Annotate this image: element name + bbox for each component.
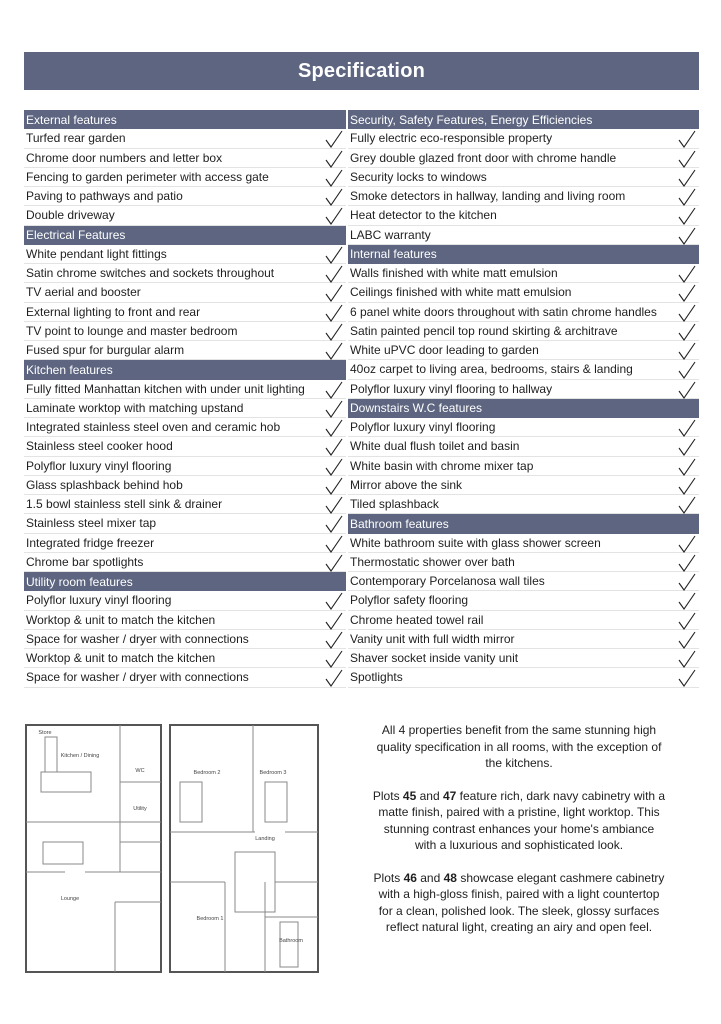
spec-item-label: Shaver socket inside vanity unit [350,651,519,666]
spec-item [348,495,699,514]
spec-item-label: Space for washer / dryer with connections [26,631,249,646]
checkmark-icon [324,437,344,457]
checkmark-icon [677,187,697,207]
checkmark-icon [324,303,344,323]
page-title: Specification [297,59,426,82]
spec-item [24,534,346,553]
checkmark-icon [677,668,697,688]
checkmark-icon [324,149,344,169]
spec-item [24,611,346,630]
checkmark-icon [324,591,344,611]
spec-item [348,630,699,649]
p3-and: and [416,870,444,885]
section-heading: Utility room features [24,572,346,591]
spec-item [24,206,346,225]
checkmark-icon [324,553,344,573]
checkmark-icon [324,534,344,554]
section-heading: Downstairs W.C features [348,399,699,418]
plan-label-kitchen: Kitchen / Dining [60,753,100,759]
plan-label-wc: WC [135,768,145,774]
spec-item [348,226,699,245]
checkmark-icon [324,457,344,477]
plan-label-bedroom-1: Bedroom 1 [196,916,224,922]
spec-item-label: Tiled splashback [350,497,439,512]
spec-item [348,206,699,225]
plan-label-utility: Utility [133,806,147,812]
spec-item [348,476,699,495]
spec-item [348,437,699,456]
spec-item [24,399,346,418]
spec-item-label: White pendant light fittings [26,246,167,261]
checkmark-icon [324,514,344,534]
spec-item-label: Glass splashback behind hob [26,477,183,492]
spec-item [348,187,699,206]
spec-item-label: Polyflor luxury vinyl flooring [26,458,172,473]
spec-item [24,649,346,668]
plot-47: 47 [442,788,457,803]
plot-46: 46 [403,870,417,885]
spec-item [348,591,699,610]
checkmark-icon [677,476,697,496]
section-heading: Electrical Features [24,226,346,245]
checkmark-icon [324,129,344,149]
spec-item [348,572,699,591]
spec-item [348,534,699,553]
checkmark-icon [677,283,697,303]
spec-item-label: Space for washer / dryer with connections [26,670,249,685]
spec-item-label: Spotlights [350,670,403,685]
spec-item-label: Turfed rear garden [26,131,126,146]
section-heading: External features [24,110,346,129]
spec-item-label: 40oz carpet to living area, bedrooms, stairs & landing [350,362,633,377]
checkmark-icon [677,630,697,650]
spec-item [348,649,699,668]
checkmark-icon [677,168,697,188]
floor-plan-diagram [25,722,319,974]
spec-item-label: Fencing to garden perimeter with access gate [26,169,269,184]
plot-48: 48 [443,870,457,885]
checkmark-icon [324,649,344,669]
section-heading: Internal features [348,245,699,264]
p2-and: and [416,788,443,803]
spec-item [348,380,699,399]
p2-text: feature rich, dark navy cabinetry with a matte finish, paired with a pristine, light worktop. This stunning contrast enhances your home's ambiance with a luxurious and sophisticated look. [378,788,666,852]
specification-banner [24,52,699,90]
spec-item [24,591,346,610]
spec-item-label: External lighting to front and rear [26,304,201,319]
checkmark-icon [324,245,344,265]
spec-item-label: Ceilings finished with white matt emulsion [350,285,572,300]
checkmark-icon [324,630,344,650]
spec-item-label: 1.5 bowl stainless stell sink & drainer [26,497,223,512]
spec-item [24,495,346,514]
plan-label-landing: Landing [255,836,275,842]
spec-item [24,187,346,206]
spec-item [24,283,346,302]
checkmark-icon [677,149,697,169]
checkmark-icon [677,226,697,246]
plan-label-store: Store [38,730,52,736]
spec-item [348,611,699,630]
spec-item-label: Worktop & unit to match the kitchen [26,612,216,627]
checkmark-icon [324,322,344,342]
spec-item [24,457,346,476]
checkmark-icon [677,360,697,380]
checkmark-icon [324,264,344,284]
spec-item [348,264,699,283]
checkmark-icon [677,206,697,226]
spec-item [348,341,699,360]
spec-item-label: Mirror above the sink [350,477,463,492]
spec-item-label: Smoke detectors in hallway, landing and living room [350,189,626,204]
checkmark-icon [324,187,344,207]
spec-item [24,553,346,572]
checkmark-icon [677,264,697,284]
spec-item [24,476,346,495]
spec-item [348,283,699,302]
spec-item-label: Stainless steel mixer tap [26,516,157,531]
spec-item [348,129,699,148]
spec-item-label: Thermostatic shower over bath [350,554,515,569]
checkmark-icon [324,399,344,419]
spec-item-label: Stainless steel cooker hood [26,439,173,454]
spec-item-label: White bathroom suite with glass shower screen [350,535,601,550]
kitchen-description [372,722,666,952]
spec-item-label: White dual flush toilet and basin [350,439,520,454]
spec-item-label: Laminate worktop with matching upstand [26,400,244,415]
spec-item-label: Contemporary Porcelanosa wall tiles [350,574,545,589]
spec-item [24,380,346,399]
spec-item [348,149,699,168]
checkmark-icon [677,457,697,477]
spec-item [24,168,346,187]
checkmark-icon [324,380,344,400]
checkmark-icon [677,418,697,438]
checkmark-icon [324,168,344,188]
spec-item [24,514,346,533]
spec-item-label: Satin chrome switches and sockets throughout [26,266,275,281]
spec-item [24,129,346,148]
spec-item-label: White basin with chrome mixer tap [350,458,534,473]
spec-item-label: Heat detector to the kitchen [350,208,497,223]
checkmark-icon [324,418,344,438]
checkmark-icon [677,303,697,323]
plot-45: 45 [402,788,417,803]
spec-item [24,418,346,437]
spec-item [24,303,346,322]
plan-label-bedroom-3: Bedroom 3 [259,770,287,776]
spec-item [24,630,346,649]
plan-label-bathroom: Bathroom [279,938,303,944]
checkmark-icon [677,437,697,457]
spec-item [348,303,699,322]
checkmark-icon [324,668,344,688]
spec-item [348,457,699,476]
spec-item-label: Vanity unit with full width mirror [350,631,515,646]
spec-item-label: TV point to lounge and master bedroom [26,323,238,338]
checkmark-icon [677,380,697,400]
spec-item-label: Chrome heated towel rail [350,612,484,627]
section-heading: Security, Safety Features, Energy Efficiencies [348,110,699,129]
description-paragraph-3 [372,870,666,936]
checkmark-icon [677,553,697,573]
spec-item [24,341,346,360]
checkmark-icon [677,341,697,361]
spec-item-label: Fully electric eco-responsible property [350,131,553,146]
spec-item [348,553,699,572]
spec-item-label: Satin painted pencil top round skirting & architrave [350,323,618,338]
description-paragraph-1: All 4 properties benefit from the same stunning high quality specification in all rooms, with the exception of the kitchens. [376,723,662,770]
spec-item-label: Walls finished with white matt emulsion [350,266,558,281]
spec-item-label: Grey double glazed front door with chrome handle [350,150,617,165]
checkmark-icon [677,495,697,515]
checkmark-icon [677,649,697,669]
plan-label-lounge: Lounge [60,896,80,902]
spec-item [24,264,346,283]
section-heading: Kitchen features [24,360,346,379]
spec-item [24,437,346,456]
spec-item [348,418,699,437]
spec-item-label: Fused spur for burgular alarm [26,343,185,358]
spec-item [24,245,346,264]
spec-item-label: Integrated fridge freezer [26,535,155,550]
spec-item-label: Polyflor luxury vinyl flooring [350,420,496,435]
spec-item [348,322,699,341]
checkmark-icon [677,591,697,611]
spec-item-label: TV aerial and booster [26,285,141,300]
spec-item-label: Fully fitted Manhattan kitchen with under unit lighting [26,381,305,396]
spec-item-label: White uPVC door leading to garden [350,343,539,358]
checkmark-icon [324,206,344,226]
checkmark-icon [677,322,697,342]
checkmark-icon [677,129,697,149]
p3-prefix: Plots [373,870,404,885]
spec-item-label: Integrated stainless steel oven and ceramic hob [26,420,281,435]
checkmark-icon [677,534,697,554]
spec-item [348,668,699,687]
section-heading: Bathroom features [348,514,699,533]
plan-label-bedroom-2: Bedroom 2 [193,770,221,776]
checkmark-icon [324,476,344,496]
spec-item-label: Chrome door numbers and letter box [26,150,223,165]
checkmark-icon [324,495,344,515]
spec-item-label: LABC warranty [350,227,431,242]
spec-item [24,149,346,168]
checkmark-icon [324,341,344,361]
spec-item [24,322,346,341]
p2-prefix: Plots [372,788,403,803]
checkmark-icon [677,611,697,631]
right-spec-column [348,110,699,688]
p3-text: showcase elegant cashmere cabinetry with a high-gloss finish, paired with a light countertop for a clean, polished look. The sleek, glossy surfaces reflect natural light, creating an airy and open feel. [378,870,665,934]
spec-item-label: Paving to pathways and patio [26,189,183,204]
spec-item-label: Polyflor luxury vinyl flooring to hallway [350,381,553,396]
spec-item-label: Polyflor safety flooring [350,593,469,608]
spec-item-label: 6 panel white doors throughout with satin chrome handles [350,304,657,319]
description-paragraph-2 [372,788,666,854]
spec-item [348,360,699,379]
left-spec-column [24,110,346,688]
checkmark-icon [677,572,697,592]
spec-item-label: Security locks to windows [350,169,487,184]
spec-item [24,668,346,687]
spec-item-label: Chrome bar spotlights [26,554,144,569]
spec-item-label: Double driveway [26,208,115,223]
spec-item-label: Worktop & unit to match the kitchen [26,651,216,666]
spec-item [348,168,699,187]
checkmark-icon [324,283,344,303]
checkmark-icon [324,611,344,631]
spec-item-label: Polyflor luxury vinyl flooring [26,593,172,608]
